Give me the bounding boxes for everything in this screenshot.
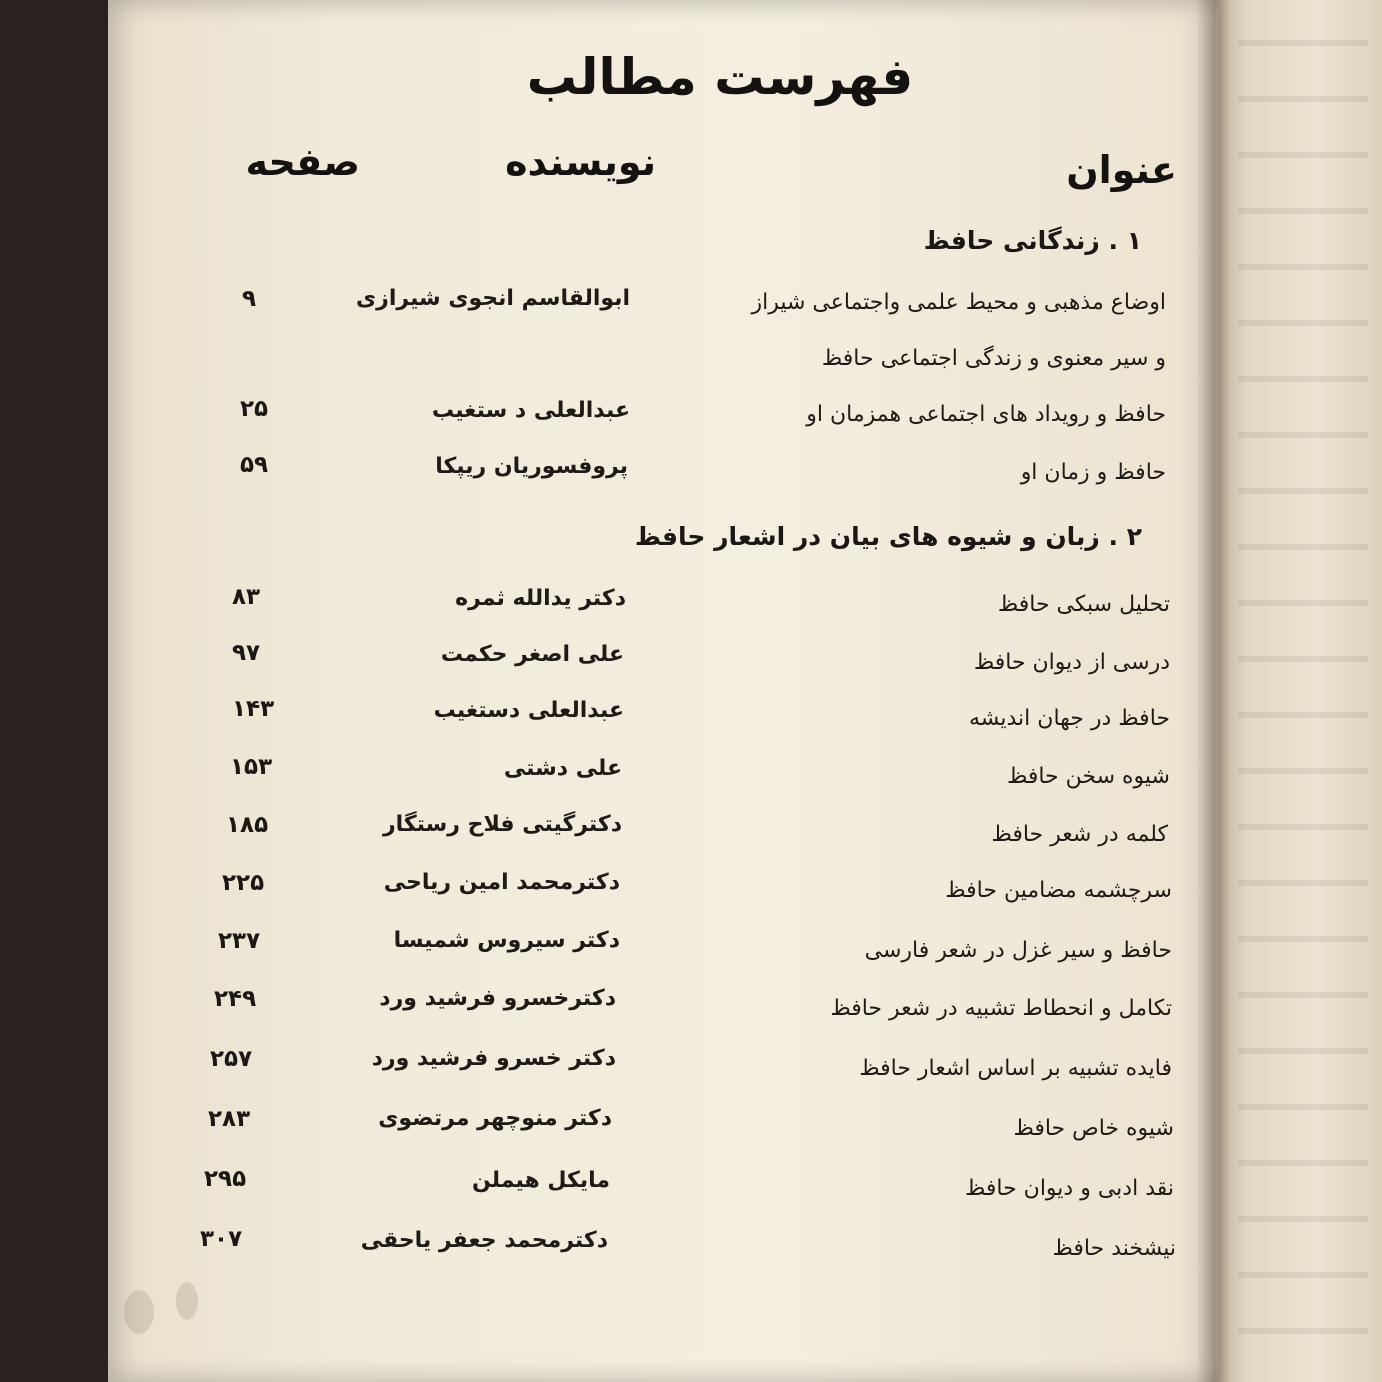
header-title: عنوان <box>1066 148 1177 192</box>
entry-page: ۲۲۵ <box>222 870 265 896</box>
entry-page: ۲۹۵ <box>204 1166 247 1192</box>
header-author: نویسنده <box>505 140 656 184</box>
entry-page: ۲۳۷ <box>218 928 261 954</box>
entry-title: و سیر معنوی و زندگی اجتماعی حافظ <box>821 346 1166 371</box>
entry-author: دکتر یدالله ثمره <box>455 586 626 611</box>
entry-page: ۲۵۷ <box>210 1046 253 1072</box>
page-stain <box>124 1290 154 1334</box>
entry-author: علی دشتی <box>503 756 622 781</box>
section-heading: ۲ . زبان و شیوه های بیان در اشعار حافظ <box>634 522 1142 551</box>
bleed-through-text <box>1238 40 1368 1340</box>
entry-title: نیشخند حافظ <box>1052 1236 1176 1261</box>
entry-page: ۹ <box>242 286 257 312</box>
entry-page: ۲۸۳ <box>208 1106 251 1132</box>
entry-author: پروفسوریان ریپکا <box>435 454 628 479</box>
entry-author: دکترمحمد امین ریاحی <box>383 870 620 895</box>
entry-author: دکترمحمد جعفر یاحقی <box>360 1228 608 1253</box>
entry-title: تحلیل سبکی حافظ <box>997 592 1170 617</box>
entry-page: ۲۴۹ <box>214 986 257 1012</box>
entry-title: نقد ادبی و دیوان حافظ <box>964 1176 1174 1201</box>
entry-author: دکترخسرو فرشید ورد <box>379 986 616 1011</box>
section-heading: ۱ . زندگانی حافظ <box>923 226 1142 255</box>
entry-title: درسی از دیوان حافظ <box>973 650 1170 675</box>
entry-page: ۸۳ <box>232 584 261 610</box>
entry-author: دکتر منوچهر مرتضوی <box>378 1106 612 1131</box>
entry-title: اوضاع مذهبی و محیط علمی واجتماعی شیراز <box>751 290 1166 315</box>
entry-title: تکامل و انحطاط تشبیه در شعر حافظ <box>830 996 1172 1021</box>
book-page-left <box>108 0 1218 1382</box>
entry-page: ۱۴۳ <box>232 696 275 722</box>
entry-author: ابوالقاسم انجوی شیرازی <box>356 286 630 311</box>
entry-title: سرچشمه مضامین حافظ <box>945 878 1172 903</box>
page-title: فهرست مطالب <box>526 48 914 106</box>
entry-title: شیوه سخن حافظ <box>1006 764 1170 789</box>
entry-author: علی اصغر حکمت <box>440 642 624 667</box>
entry-page: ۲۵ <box>240 396 269 422</box>
page-stain <box>176 1282 198 1320</box>
entry-title: فایده تشبیه بر اساس اشعار حافظ <box>859 1056 1172 1081</box>
entry-author: عبدالعلی دستغیب <box>433 698 624 723</box>
header-page: صفحه <box>245 140 360 184</box>
entry-page: ۱۸۵ <box>226 812 269 838</box>
book-spine-shadow <box>1196 0 1230 1382</box>
entry-page: ۵۹ <box>240 452 269 478</box>
entry-title: حافظ و رویداد های اجتماعی همزمان او <box>806 402 1166 427</box>
entry-title: حافظ و زمان او <box>1020 460 1166 485</box>
entry-title: حافظ در جهان اندیشه <box>968 706 1170 731</box>
entry-page: ۹۷ <box>232 640 261 666</box>
entry-author: دکتر خسرو فرشید ورد <box>371 1046 616 1071</box>
entry-author: مایکل هیملن <box>472 1168 610 1193</box>
entry-page: ۱۵۳ <box>230 754 273 780</box>
entry-page: ۳۰۷ <box>200 1226 243 1252</box>
entry-title: کلمه در شعر حافظ <box>991 822 1168 847</box>
entry-author: عبدالعلی د ستغیب <box>431 398 630 423</box>
entry-author: دکتر سیروس شمیسا <box>393 928 620 953</box>
entry-title: حافظ و سیر غزل در شعر فارسی <box>864 938 1172 963</box>
entry-title: شیوه خاص حافظ <box>1013 1116 1174 1141</box>
entry-author: دکترگیتی فلاح رستگار <box>382 812 622 837</box>
